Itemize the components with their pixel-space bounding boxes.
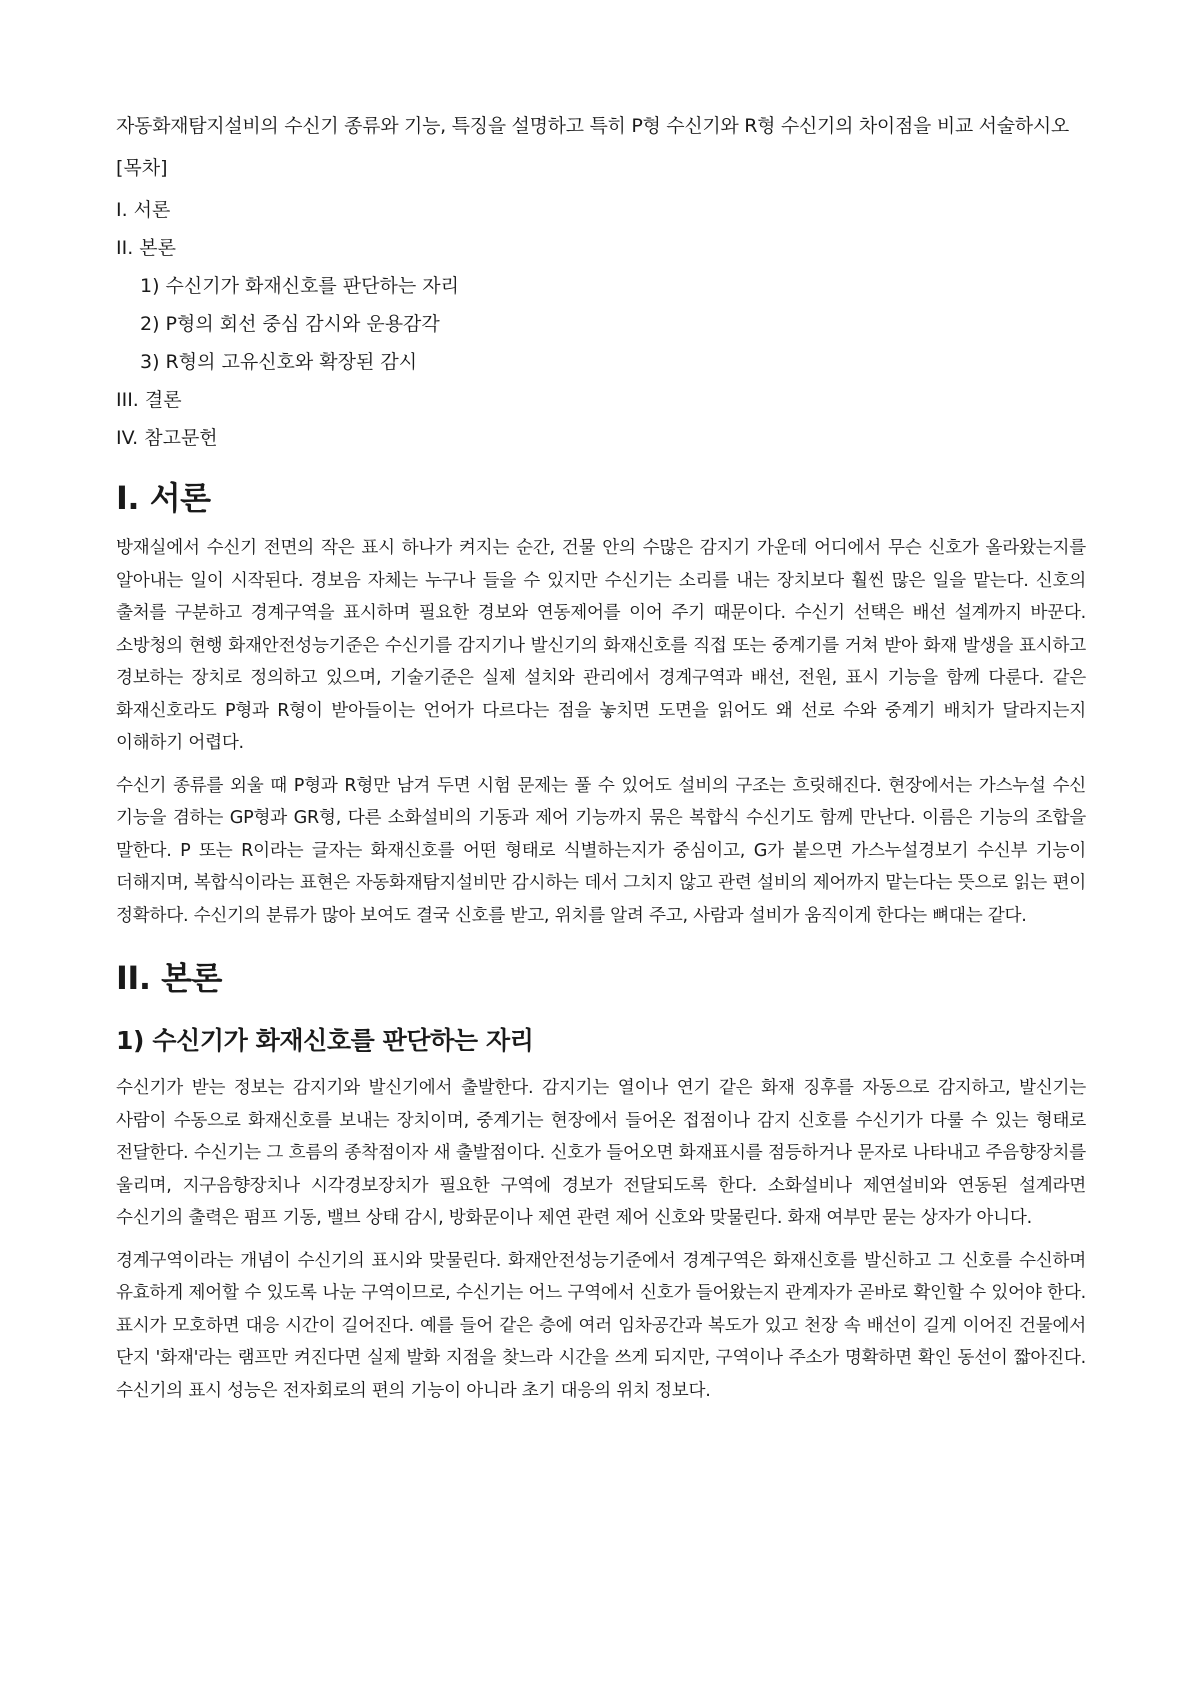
- toc-item-body-2: 2) P형의 회선 중심 감시와 운용감각: [140, 313, 440, 335]
- toc-item-intro: I. 서론: [116, 199, 171, 221]
- toc-item-references: IV. 참고문헌: [116, 427, 218, 449]
- section-title-intro: I. 서론: [116, 479, 211, 517]
- question-prompt: 자동화재탐지설비의 수신기 종류와 기능, 특징을 설명하고 특히 P형 수신기와 R형 수신기의 차이점을 비교 서술하시오: [116, 115, 1069, 137]
- toc-item-body-3: 3) R형의 고유신호와 확장된 감시: [140, 351, 418, 373]
- subsection-title-1: 1) 수신기가 화재신호를 판단하는 자리: [116, 1026, 534, 1055]
- body-paragraph-1: 수신기가 받는 정보는 감지기와 발신기에서 출발한다. 감지기는 열이나 연기 같은 화재 징후를 자동으로 감지하고, 발신기는 사람이 수동으로 화재신호를 보내는 장치이며, 중계기는 현장에서 들어온 접점이나 감지 신호를 수신기가 다룰 수 있는 형태로 전달한다. 수신기는 그 흐름의 종착점이자 새 출발점이다. 신호가 들어오면 화재표시를 점등하거나 문자로 나타내고 주음향장치를 울리며, 지구음향장치나 시각경보장치가 필요한 구역에 경보가 전달되도록 한다. 소화설비나 제연설비와 연동된 설계라면 수신기의 출력은 펌프 기동, 밸브 상태 감시, 방화문이나 제연 관련 제어 신호와 맞물린다. 화재 여부만 묻는 상자가 아니다.: [116, 1078, 1086, 1228]
- table-of-contents: [116, 196, 1086, 452]
- body-paragraph-2: 경계구역이라는 개념이 수신기의 표시와 맞물린다. 화재안전성능기준에서 경계구역은 화재신호를 발신하고 그 신호를 수신하며 유효하게 제어할 수 있도록 나눈 구역이므로, 수신기는 어느 구역에서 신호가 들어왔는지 관계자가 곧바로 확인할 수 있어야 한다. 표시가 모호하면 대응 시간이 길어진다. 예를 들어 같은 층에 여러 임차공간과 복도가 있고 천장 속 배선이 길게 이어진 건물에서 단지 '화재'라는 램프만 켜진다면 실제 발화 지점을 찾느라 시간을 쓰게 되지만, 구역이나 주소가 명확하면 확인 동선이 짧아진다. 수신기의 표시 성능은 전자회로의 편의 기능이 아니라 초기 대응의 위치 정보다.: [116, 1250, 1086, 1401]
- toc-heading: [목차]: [116, 157, 168, 179]
- intro-paragraph-1: 방재실에서 수신기 전면의 작은 표시 하나가 켜지는 순간, 건물 안의 수많은 감지기 가운데 어디에서 무슨 신호가 올라왔는지를 알아내는 일이 시작된다. 경보음 자체는 누구나 들을 수 있지만 수신기는 소리를 내는 장치보다 훨씬 많은 일을 맡는다. 신호의 출처를 구분하고 경계구역을 표시하며 필요한 경보와 연동제어를 이어 주기 때문이다. 수신기 선택은 배선 설계까지 바꾼다. 소방청의 현행 화재안전성능기준은 수신기를 감지기나 발신기의 화재신호를 직접 또는 중계기를 거쳐 받아 화재 발생을 표시하고 경보하는 장치로 정의하고 있으며, 기술기준은 실제 설치와 관리에서 경계구역과 배선, 전원, 표시 기능을 함께 다룬다. 같은 화재신호라도 P형과 R형이 받아들이는 언어가 다르다는 점을 놓치면 도면을 읽어도 왜 선로 수와 중계기 배치가 달라지는지 이해하기 어렵다.: [116, 538, 1086, 753]
- toc-item-body: II. 본론: [116, 237, 176, 259]
- section-title-body: II. 본론: [116, 959, 222, 997]
- intro-paragraph-2: 수신기 종류를 외울 때 P형과 R형만 남겨 두면 시험 문제는 풀 수 있어도 설비의 구조는 흐릿해진다. 현장에서는 가스누설 수신 기능을 겸하는 GP형과 GR형, 다른 소화설비의 기동과 제어 기능까지 묶은 복합식 수신기도 함께 만난다. 이름은 기능의 조합을 말한다. P 또는 R이라는 글자는 화재신호를 어떤 형태로 식별하는지가 중심이고, G가 붙으면 가스누설경보기 수신부 기능이 더해지며, 복합식이라는 표현은 자동화재탐지설비만 감시하는 데서 그치지 않고 관련 설비의 제어까지 맡는다는 뜻으로 읽는 편이 정확하다. 수신기의 분류가 많아 보여도 결국 신호를 받고, 위치를 알려 주고, 사람과 설비가 움직이게 한다는 뼈대는 같다.: [116, 775, 1086, 926]
- toc-item-conclusion: III. 결론: [116, 389, 182, 411]
- toc-item-body-1: 1) 수신기가 화재신호를 판단하는 자리: [140, 275, 459, 297]
